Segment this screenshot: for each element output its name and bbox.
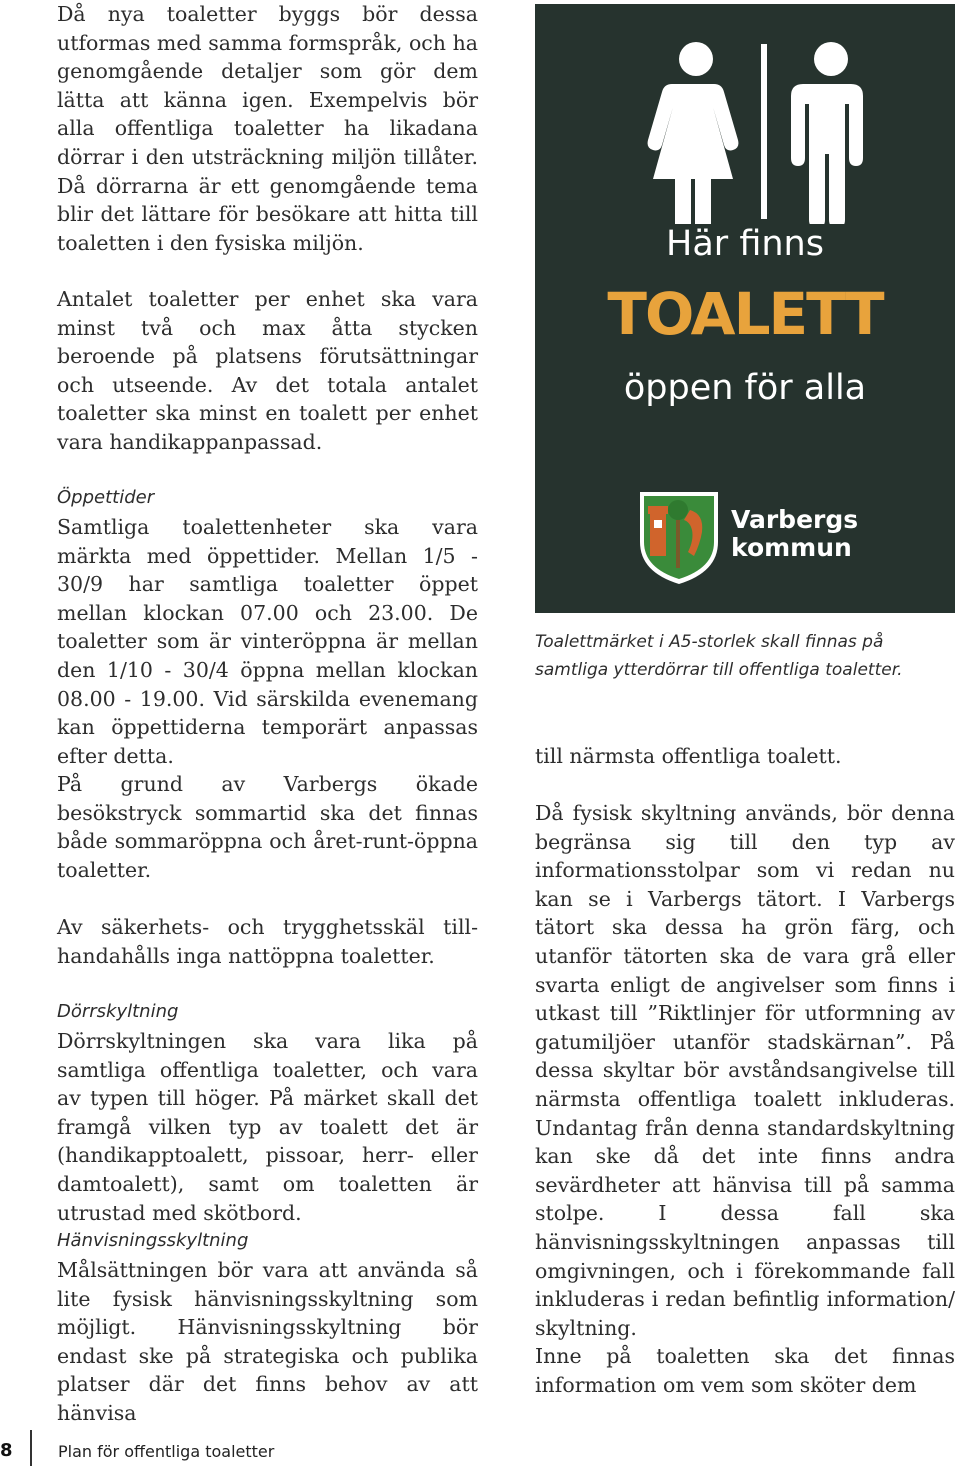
paragraph-door-signage: Dörrskyltningen ska vara lika på samtliga offentliga toaletter, och vara av typen till höger. På märket skall det framgå vilken typ av toalett det är (handikapptoalett, pissoar, herr- eller damtoalett), samt om toaletten är utrustad med skötbord.	[57, 1029, 478, 1225]
heading-door-signage: Dörrskyltning	[57, 1001, 179, 1022]
document-title: Plan för offentliga toaletter	[58, 1442, 275, 1461]
paragraph-opening-hours: Samtliga toalettenheter ska vara märkta med öppettider. Mellan 1/5 - 30/9 har samtliga toaletter öppet mellan klockan 07.00 och 23.00. De toaletter som är vinteröppna är mellan den 1/10 - 30/4 öppna mellan klockan 08.00 - 19.00. Vid särskilda evenemang kan öppettiderna temporärt anpassas efter detta.	[57, 515, 478, 768]
paragraph-physical-signage: Då fysisk skyltning används, bör denna begränsa sig till den typ av informationsstolpar som vi redan nu kan se i Varbergs tätort. I Varbergs tätort ska dessa ha grön färg, och utanför tätorten ska de vara grå eller svarta enligt de angivelser som finns i utkast till ”Riktlinjer för utformning av gatumiljöer utanför stadskärnan”. På dessa skyltar bör avståndsangivelse till närmsta offentliga toalett inkluderas. Undantag från denna standardskyltning kan ske då det inte finns andra sevärdheter att hänvisa till på samma stolpe. I dessa fall ska hänvisningsskyltningen anpassas till omgivningen, och i förekommande fall inkluderas i redan befintlig information/ skyltning.	[535, 801, 955, 1340]
paragraph-direction-signage: Målsättningen bör vara att använda så lite fysisk hänvisningsskyltning som möjligt. Hänvisningsskyltning bör endast ske på strategiska och publika platser där det finns behov av att hänvisa	[57, 1258, 478, 1425]
page-footer	[0, 1430, 960, 1466]
paragraph-design: Då nya toaletter byggs bör dessa utformas med samma formspråk, och ha genomgående detaljer som gör dem lätta att känna igen. Exempelvis bör alla offentliga toaletter ha likadana dörrar i den utsträckning miljön tillåter. Då dörrarna är ett genomgående tema blir det lättare för besökare att hitta till toaletten i den fysiska miljön.	[57, 2, 478, 255]
footer-divider	[30, 1430, 32, 1466]
sign-line-3: öppen för alla	[623, 368, 867, 408]
kommun-line-2: kommun	[731, 533, 852, 562]
paragraph-inside-info: Inne på toaletten ska det finnas information om vem som sköter dem	[535, 1344, 955, 1397]
toilet-sign	[535, 4, 955, 613]
paragraph-amount: Antalet toaletter per enhet ska vara minst två och max åtta stycken beroende på platsens förutsättningar och utseende. Av det totala antalet toaletter ska minst en toalett per enhet vara handikappanpassad.	[57, 287, 478, 454]
heading-opening-hours: Öppettider	[57, 487, 155, 508]
sign-line-2: TOALETT	[607, 280, 883, 348]
sign-caption: Toalettmärket i A5-storlek skall finnas på samtliga ytterdörrar till offentliga toaletter.	[535, 632, 903, 680]
kommun-line-1: Varbergs	[731, 505, 859, 534]
paragraph-summer: På grund av Varbergs ökade besökstryck sommartid ska det finnas både sommaröppna och året-runt-öppna toaletter.	[57, 772, 478, 882]
paragraph-nearest: till närmsta offentliga toalett.	[535, 744, 842, 768]
coat-of-arms-icon	[638, 490, 720, 586]
paragraph-safety: Av säkerhets- och trygghetsskäl till-handahålls inga nattöppna toaletter.	[57, 915, 478, 968]
toilet-pictogram-icon	[535, 4, 955, 224]
municipality-logo-text	[731, 506, 858, 562]
page-number: 8	[0, 1440, 13, 1461]
sign-line-1: Här finns	[666, 224, 824, 264]
heading-direction-signage: Hänvisningsskyltning	[57, 1230, 249, 1251]
